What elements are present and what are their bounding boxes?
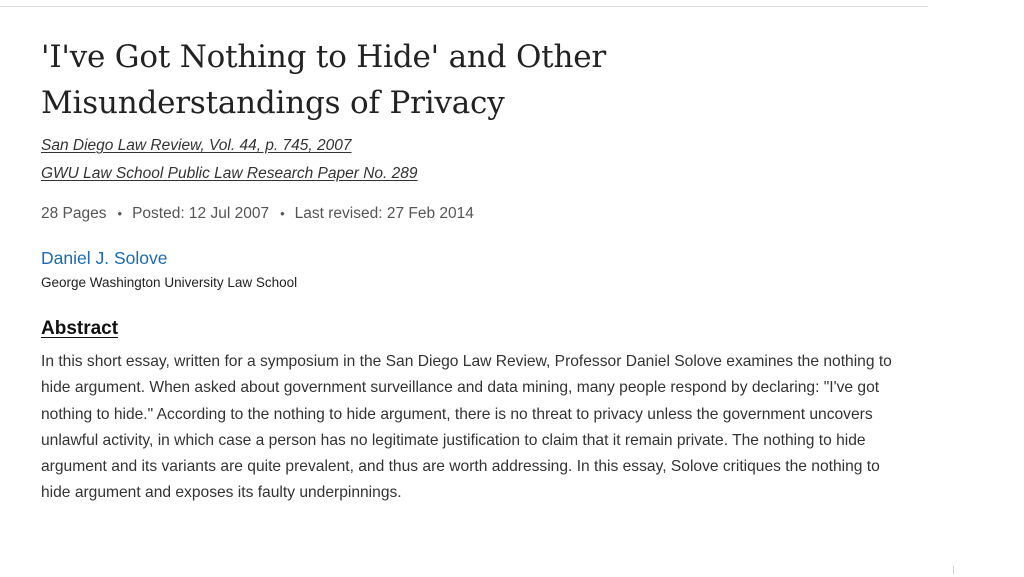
meta-separator: •	[280, 206, 285, 221]
right-margin	[928, 0, 1024, 577]
author-link[interactable]: Daniel J. Solove	[41, 248, 168, 268]
paper-meta	[41, 202, 901, 226]
abstract-text: In this short essay, written for a symposium in the San Diego Law Review, Professor Daniel Solove examines the nothing to hide argument. When asked about government surveillance and data mining, many people respond by declaring: "I've got nothing to hide." According to the nothing to hide argument, there is no threat to privacy unless the government uncovers unlawful activity, in which case a person has no legitimate justification to claim that it remain private. The nothing to hide argument and its variants are quite prevalent, and thus are worth addressing. In this essay, Solove critiques the nothing to hide argument and exposes its faulty underpinnings.	[41, 353, 892, 502]
journal-link-gwu-research-paper[interactable]: GWU Law School Public Law Research Paper No. 289	[41, 165, 418, 182]
journal-links	[41, 132, 901, 188]
paper-title: 'I've Got Nothing to Hide' and Other Misunderstandings of Privacy	[41, 39, 606, 121]
last-revised-date: Last revised: 27 Feb 2014	[294, 205, 474, 222]
top-divider	[0, 6, 928, 7]
author-affiliation: George Washington University Law School	[41, 275, 298, 290]
scroll-edge-mark	[953, 566, 954, 574]
journal-link-san-diego[interactable]: San Diego Law Review, Vol. 44, p. 745, 2007	[41, 137, 352, 154]
posted-date: Posted: 12 Jul 2007	[132, 205, 270, 222]
page-count: 28 Pages	[41, 205, 107, 222]
abstract-heading: Abstract	[41, 318, 119, 339]
paper-page	[41, 34, 901, 507]
meta-separator: •	[117, 206, 123, 221]
